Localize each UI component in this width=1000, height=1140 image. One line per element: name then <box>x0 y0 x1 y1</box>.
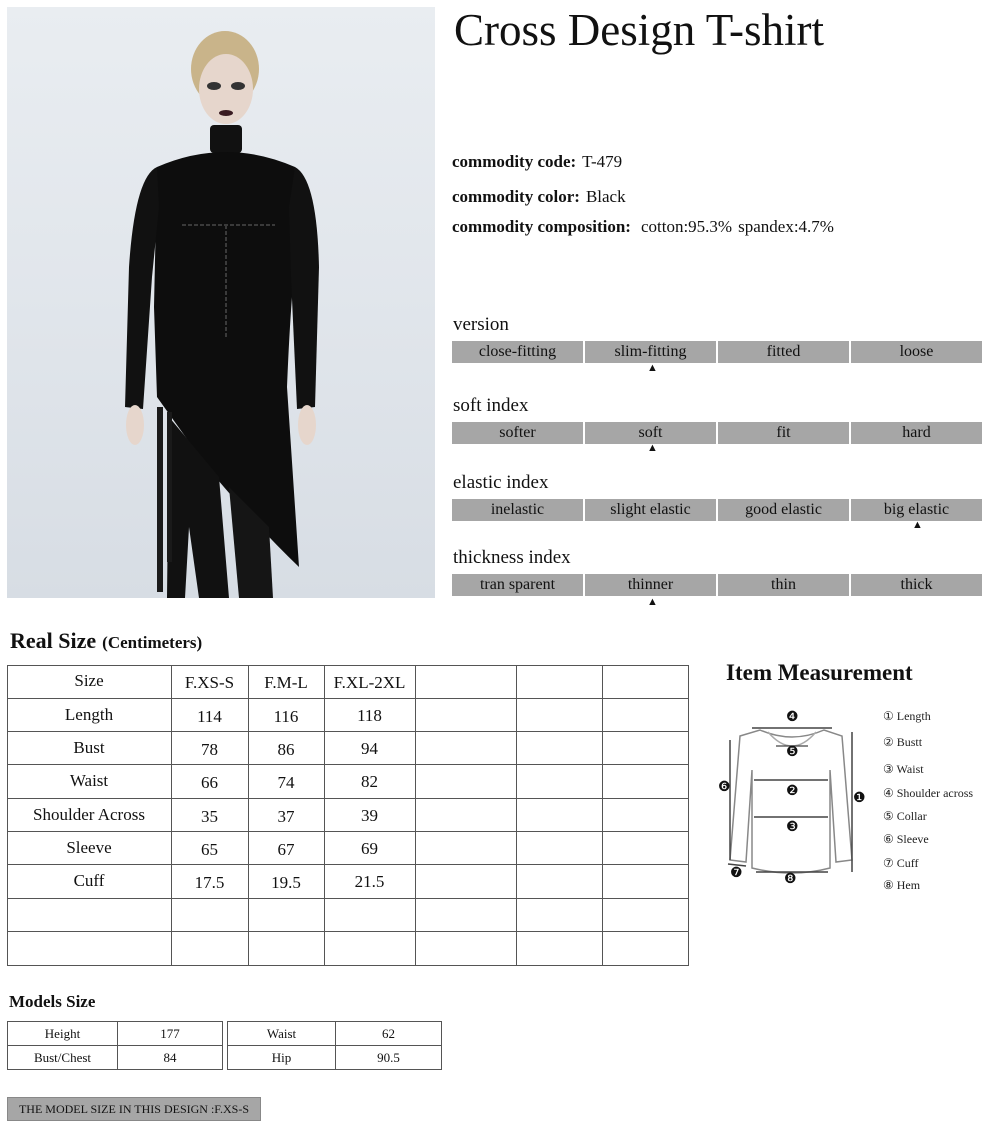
table-row-label: Shoulder Across <box>33 805 145 824</box>
version-selected-marker: ▲ <box>647 362 658 374</box>
composition-spandex: spandex:4.7% <box>738 217 834 236</box>
table-row-label: Cuff <box>73 871 105 890</box>
soft-index-option: fit <box>718 422 849 444</box>
table-row-label: Length <box>64 705 114 724</box>
table-header-size-col: F.XS-S <box>184 673 235 692</box>
item-measurement-title: Item Measurement <box>726 660 913 685</box>
version-option: fitted <box>718 341 849 363</box>
elastic-index-option: slight elastic <box>585 499 716 521</box>
soft-index-option: softer <box>452 422 583 444</box>
table-cell: 94 <box>361 739 378 758</box>
thickness-index-selected-marker: ▲ <box>647 596 658 608</box>
soft-index-option: soft <box>585 422 716 444</box>
thickness-index-option: thick <box>851 574 982 596</box>
model-measure-label: Bust/Chest <box>8 1046 118 1070</box>
legend-item: ③ Waist <box>883 762 924 776</box>
legend-item: ⑧ Hem <box>883 878 921 892</box>
models-size-table-left <box>7 1021 223 1070</box>
models-size-table-right <box>227 1021 442 1070</box>
table-cell: 116 <box>273 707 299 726</box>
table-cell: 82 <box>361 772 378 791</box>
diagram-marker-sleeve: ❻ <box>718 780 731 795</box>
real-size-table <box>7 665 689 966</box>
table-cell: 39 <box>361 806 378 825</box>
table-header-size-col: F.XL-2XL <box>333 673 406 692</box>
table-header-size: Size <box>74 671 104 690</box>
table-cell: 86 <box>277 740 295 759</box>
diagram-marker-length: ❶ <box>853 791 866 806</box>
thickness-index-option: tran sparent <box>452 574 583 596</box>
legend-item: ⑤ Collar <box>883 809 927 823</box>
model-measure-value: 90.5 <box>336 1046 442 1070</box>
elastic-index-option: good elastic <box>718 499 849 521</box>
table-cell: 65 <box>201 840 218 859</box>
table-cell: 114 <box>197 707 222 726</box>
version-option: loose <box>851 341 982 363</box>
thickness-index-option: thinner <box>585 574 716 596</box>
version-label: version <box>453 314 509 335</box>
commodity-color-label: commodity color: <box>452 187 580 206</box>
diagram-marker-collar: ❺ <box>786 745 799 760</box>
table-cell: 37 <box>277 807 295 826</box>
table-cell: 66 <box>201 773 218 792</box>
thickness-index-label: thickness index <box>453 547 571 568</box>
version-scale <box>452 341 984 363</box>
commodity-composition <box>452 217 834 237</box>
elastic-index-selected-marker: ▲ <box>912 519 923 531</box>
legend-item: ① Length <box>883 709 931 723</box>
soft-index-selected-marker: ▲ <box>647 442 658 454</box>
product-photo <box>7 7 435 598</box>
commodity-composition-label: commodity composition: <box>452 217 631 236</box>
diagram-marker-waist: ❸ <box>786 820 799 835</box>
elastic-index-option: big elastic <box>851 499 982 521</box>
model-measure-label: Hip <box>228 1046 336 1070</box>
table-row-label: Waist <box>69 771 109 790</box>
thickness-index-scale <box>452 574 984 596</box>
legend-item: ⑥ Sleeve <box>883 832 929 846</box>
models-size-title: Models Size <box>9 992 96 1011</box>
commodity-color <box>452 187 626 207</box>
diagram-marker-cuff: ❼ <box>730 866 743 881</box>
table-header-size-col: F.M-L <box>264 673 308 692</box>
soft-index-option: hard <box>851 422 982 444</box>
model-measure-label: Waist <box>228 1022 336 1046</box>
table-row-label: Bust <box>73 738 105 757</box>
elastic-index-label: elastic index <box>453 472 549 493</box>
model-measure-value: 84 <box>118 1046 223 1070</box>
version-option: close-fitting <box>452 341 583 363</box>
soft-index-label: soft index <box>453 395 529 416</box>
commodity-code-label: commodity code: <box>452 152 577 171</box>
table-cell: 21.5 <box>354 872 385 891</box>
real-size-title <box>10 628 202 654</box>
version-option: slim-fitting <box>585 341 716 363</box>
product-title: Cross Design T-shirt <box>454 5 825 55</box>
diagram-marker-bust: ❷ <box>786 784 799 799</box>
table-cell: 35 <box>201 807 218 826</box>
elastic-index-option: inelastic <box>452 499 583 521</box>
diagram-marker-hem: ❽ <box>784 872 797 887</box>
commodity-code-value: T-479 <box>582 152 623 171</box>
table-cell: 78 <box>201 740 218 759</box>
soft-index-scale <box>452 422 984 444</box>
table-cell: 67 <box>277 840 295 859</box>
composition-cotton: cotton:95.3% <box>640 217 733 236</box>
model-wearing-shirt-image <box>7 7 435 598</box>
thickness-index-option: thin <box>718 574 849 596</box>
elastic-index-scale <box>452 499 984 521</box>
table-row-label: Sleeve <box>66 838 112 857</box>
model-measure-value: 62 <box>336 1022 442 1046</box>
commodity-color-value: Black <box>585 187 626 206</box>
model-size-note: THE MODEL SIZE IN THIS DESIGN :F.XS-S <box>7 1097 261 1121</box>
table-cell: 118 <box>357 706 382 725</box>
table-cell: 74 <box>277 773 295 792</box>
real-size-unit: (Centimeters) <box>102 633 203 652</box>
table-cell: 69 <box>361 839 378 858</box>
table-cell: 17.5 <box>194 873 225 892</box>
commodity-code <box>452 152 622 172</box>
table-cell: 19.5 <box>271 873 301 892</box>
legend-item: ⑦ Cuff <box>883 856 919 870</box>
model-measure-label: Height <box>8 1022 118 1046</box>
diagram-marker-shoulder: ❹ <box>786 710 799 725</box>
legend-item: ④ Shoulder across <box>883 786 974 800</box>
model-measure-value: 177 <box>118 1022 223 1046</box>
real-size-heading: Real Size <box>10 628 97 653</box>
legend-item: ② Bustt <box>883 735 923 749</box>
